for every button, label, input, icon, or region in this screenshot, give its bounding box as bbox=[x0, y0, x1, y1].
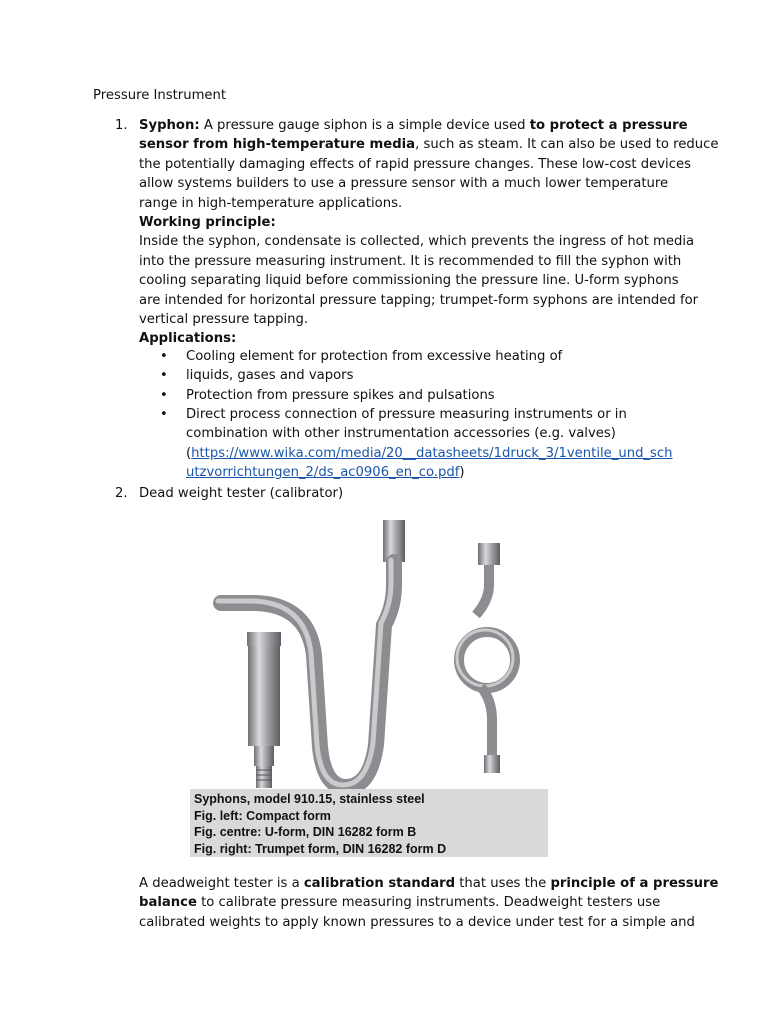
bullet-icon: • bbox=[160, 368, 168, 383]
syphon-text-2: , such as steam. It can also be used to reduce bbox=[415, 137, 719, 153]
syphon-bold-2: sensor from high-temperature media bbox=[139, 137, 416, 153]
bullet-item-3: Protection from pressure spikes and pulsations bbox=[186, 388, 495, 403]
dw-bold-2: principle of a pressure bbox=[550, 876, 719, 891]
figure-caption bbox=[190, 789, 548, 857]
syphon-text-4: allow systems builders to use a pressure sensor with a much lower temperature bbox=[139, 176, 669, 192]
syphon-text-5: range in high-temperature applications. bbox=[139, 195, 403, 211]
working-principle-3: cooling separating liquid before commissioning the pressure line. U-form syphons bbox=[139, 273, 679, 289]
paren-open: ( bbox=[186, 446, 192, 461]
datasheet-link-line-1 bbox=[186, 444, 673, 463]
syphon-text-3: the potentially damaging effects of rapid pressure changes. These low-cost devices bbox=[139, 156, 691, 172]
working-principle-heading: Working principle: bbox=[139, 215, 276, 231]
dw-bold-3: balance bbox=[139, 895, 197, 911]
syphon-text-1: A pressure gauge siphon is a simple device used bbox=[199, 118, 530, 133]
paren-close: ) bbox=[459, 465, 465, 480]
dw-bold-1: calibration standard bbox=[303, 876, 456, 891]
working-principle-5: vertical pressure tapping. bbox=[139, 312, 309, 328]
u-form-syphon bbox=[218, 520, 405, 787]
dw-text-4: calibrated weights to apply known pressures to a device under test for a simple and bbox=[139, 914, 695, 930]
dead-weight-tester-heading: Dead weight tester (calibrator) bbox=[139, 486, 344, 501]
bullet-item-1: Cooling element for protection from excessive heating of bbox=[186, 349, 563, 364]
working-principle-4: are intended for horizontal pressure tapping; trumpet-form syphons are intended for bbox=[139, 292, 699, 308]
list-number-1: 1. bbox=[115, 118, 128, 133]
compact-syphon bbox=[247, 632, 281, 788]
deadweight-paragraph bbox=[139, 874, 719, 932]
syphon-description bbox=[139, 116, 719, 349]
applications-heading: Applications: bbox=[139, 331, 237, 347]
datasheet-link-cont[interactable]: utzvorrichtungen_2/ds_ac0906_en_co.pdf bbox=[186, 465, 460, 480]
caption-line-1: Syphons, model 910.15, stainless steel bbox=[194, 792, 425, 806]
bullet-icon: • bbox=[160, 388, 168, 403]
caption-line-2: Fig. left: Compact form bbox=[194, 808, 331, 823]
working-principle-2: into the pressure measuring instrument. It is recommended to fill the syphon with bbox=[139, 253, 682, 269]
list-number-2: 2. bbox=[115, 486, 128, 501]
working-principle-1: Inside the syphon, condensate is collected, which prevents the ingress of hot media bbox=[139, 234, 695, 250]
caption-line-3: Fig. centre: U-form, DIN 16282 form B bbox=[194, 825, 417, 839]
bullet-item-2: liquids, gases and vapors bbox=[186, 368, 354, 383]
syphon-bold-1: to protect a pressure bbox=[529, 118, 688, 133]
document-title: Pressure Instrument bbox=[93, 88, 227, 103]
datasheet-link-line-2 bbox=[186, 463, 465, 482]
bullet-icon: • bbox=[160, 407, 168, 422]
bullet-icon: • bbox=[160, 349, 168, 364]
dw-text-3: to calibrate pressure measuring instruments. Deadweight testers use bbox=[196, 895, 661, 911]
dw-text-2: that uses the bbox=[455, 876, 551, 891]
bullet-item-4-cont: combination with other instrumentation accessories (e.g. valves) bbox=[186, 426, 616, 441]
caption-line-4: Fig. right: Trumpet form, DIN 16282 form D bbox=[194, 841, 447, 856]
dw-text-1: A deadweight tester is a bbox=[139, 876, 304, 891]
datasheet-link[interactable]: https://www.wika.com/media/20__datasheets/1druck_3/1ventile_und_sch bbox=[191, 446, 673, 461]
bullet-item-4: Direct process connection of pressure measuring instruments or in bbox=[186, 407, 627, 422]
trumpet-syphon bbox=[457, 543, 515, 773]
syphon-label: Syphon: bbox=[139, 118, 200, 133]
